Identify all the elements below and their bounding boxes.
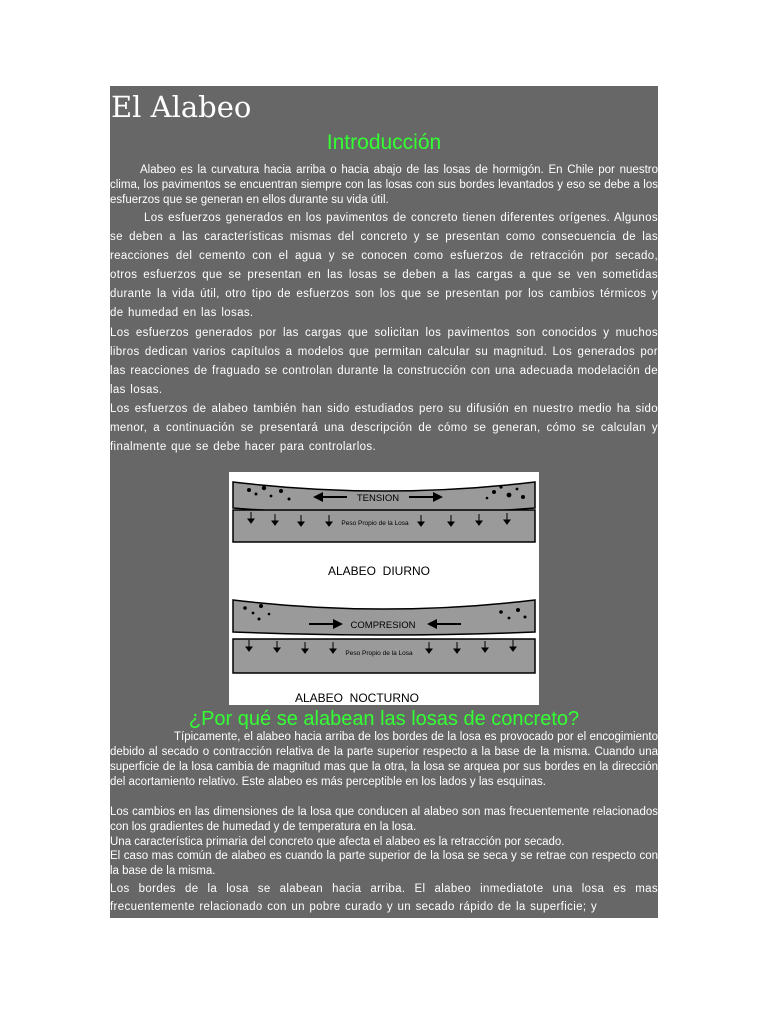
intro-paragraph-3: Los esfuerzos generados por las cargas que solicitan los pavimentos son conocidos y muchos libros dedican varios capítulos a modelos que permitan calcular su magnitud. Los generados por las reacciones de fraguado se controlan durante la construcción con una adecuada modelación de las losas. <box>110 327 658 396</box>
bottom-weight-label: Peso Propio de la Losa <box>345 650 413 657</box>
why-paragraph-4: El caso mas común de alabeo es cuando la parte superior de la losa se seca y se retrae con respecto con la base de la misma. <box>110 850 658 877</box>
section-heading-introduccion: Introducción <box>326 131 442 154</box>
why-paragraph-1: Típicamente, el alabeo hacia arriba de los bordes de la losa es provocado por el encogimiento debido al secado o contracción relativa de la parte superior respecto a la base de la misma. Cuando una superficie de la losa cambia de magnitud mas que la otra, la losa se arquea por sus bordes en la dirección del acortamiento relativo. Este alabeo es más perceptible en los lados y las esquinas. <box>110 731 658 788</box>
nocturnal-warping-diagram <box>233 600 535 705</box>
intro-paragraph-1: Alabeo es la curvatura hacia arriba o hacia abajo de las losas de hormigón. En Chile por nuestro clima, los pavimentos se encuentran siempre con las losas con sus bordes levantados y eso se debe a los esfuerzos que se generan en ellos durante su vida útil. <box>110 164 658 206</box>
why-paragraph-3: Una característica primaria del concreto que afecta el alabeo es la retracción por secado. <box>110 836 565 848</box>
document-title: El Alabeo <box>111 90 252 124</box>
intro-paragraph-4: Los esfuerzos de alabeo también han sido estudiados pero su difusión en nuestro medio ha sido menor, a continuación se presentará una descripción de cómo se generan, cómo se calculan y finalmente que se debe hacer para controlarlos. <box>110 403 658 453</box>
section-heading-why-warping: ¿Por qué se alabean las losas de concreto? <box>188 708 580 730</box>
intro-paragraph-2: Los esfuerzos generados en los pavimentos de concreto tienen diferentes orígenes. Algunos se deben a las características mismas del concreto y se presentan como consecuencia de las reacciones del cemento con el agua y se conocen como esfuerzos de retracción por secado, otros esfuerzos que se presentan en las losas se deben a las cargas a que se ven sometidas durante la vida útil, otro tipo de esfuerzos son los que se presentan por los cambios térmicos y de humedad en las losas. <box>110 212 658 319</box>
compression-label: COMPRESION <box>350 620 416 631</box>
why-paragraph-2: Los cambios en las dimensiones de la losa que conducen al alabeo son mas frecuentemente relacionados con los gradientes de humedad y de temperatura en la losa. <box>110 806 658 833</box>
warping-figure <box>229 472 539 705</box>
diurnal-warping-diagram <box>233 482 535 578</box>
why-paragraph-5: Los bordes de la losa se alabean hacia arriba. El alabeo inmediatote una losa es mas frecuentemente relacionado con un pobre curado y un secado rápido de la superficie; y <box>110 883 658 913</box>
nocturnal-caption: ALABEO NOCTURNO <box>294 691 420 705</box>
tension-label: TENSION <box>356 493 400 504</box>
diurnal-caption: ALABEO DIURNO <box>327 564 431 578</box>
document-page <box>110 86 658 918</box>
top-weight-label: Peso Propio de la Losa <box>341 520 409 527</box>
